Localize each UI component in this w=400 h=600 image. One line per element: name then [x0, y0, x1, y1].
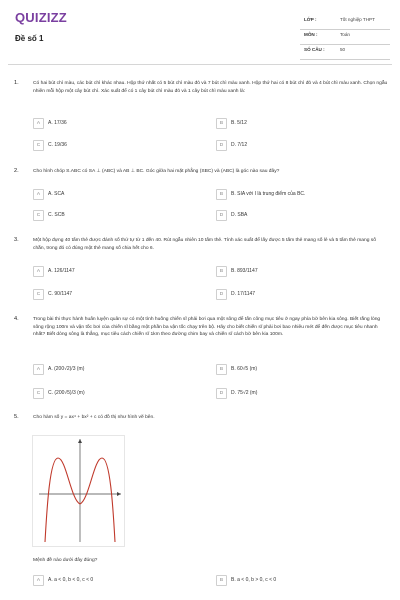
question-text: Cho hàm số y = ax⁴ + bx² + c có đồ thị như hình vẽ bên. — [33, 415, 155, 420]
option-text: D. 75√2 (m) — [231, 390, 258, 396]
option-letter: C — [33, 210, 44, 221]
answer-option-b[interactable] — [216, 575, 366, 586]
answer-option-d[interactable] — [216, 289, 366, 300]
question-footer: Mệnh đề nào dưới đây đúng? — [33, 558, 98, 563]
option-text: A. SCA — [48, 191, 65, 197]
answer-option-c[interactable] — [33, 289, 183, 300]
question-text: Có hai bút chì màu, các bút chì khác nhau. Hộp thứ nhất có 5 bút chì màu đỏ và 7 bút chì màu xanh. Hộp thứ hai có 8 bút chì đỏ và 4 bút chì màu xanh. Chọn ngẫu nhiên mỗi hộp một cây bút chì. Xác suất để có 1 cây bút chì màu đỏ và 1 cây bút chì màu xanh là: — [33, 81, 388, 94]
option-text: C. (200√5)/3 (m) — [48, 390, 85, 396]
option-text: A. 17/36 — [48, 120, 67, 126]
answer-option-a[interactable] — [33, 364, 183, 375]
option-text: B. a < 0, b > 0, c < 0 — [231, 577, 277, 583]
option-letter: A — [33, 118, 44, 129]
answer-option-c[interactable] — [33, 388, 183, 399]
question-number: 5. — [14, 414, 19, 420]
option-letter: D — [216, 140, 227, 151]
answer-option-c[interactable] — [33, 140, 183, 151]
option-letter: A — [33, 364, 44, 375]
quizizz-logo: QUIZIZZ — [15, 10, 67, 25]
answer-option-b[interactable] — [216, 364, 366, 375]
exam-title: Đề số 1 — [15, 34, 44, 43]
answer-option-a[interactable] — [33, 189, 183, 200]
answer-option-c[interactable] — [33, 210, 183, 221]
option-text: B. SIA với I là trung điểm của BC. — [231, 191, 306, 197]
answer-option-a[interactable] — [33, 266, 183, 277]
option-letter: D — [216, 388, 227, 399]
option-letter: D — [216, 210, 227, 221]
question-number: 4. — [14, 316, 19, 322]
option-text: A. a < 0, b < 0, c < 0 — [48, 577, 94, 583]
x-axis-arrow-icon — [117, 492, 121, 496]
option-letter: D — [216, 289, 227, 300]
option-text: A. (200√2)/3 (m) — [48, 366, 85, 372]
answer-option-d[interactable] — [216, 388, 366, 399]
option-letter: B — [216, 266, 227, 277]
option-letter: A — [33, 266, 44, 277]
meta-label: MÔN : — [304, 32, 318, 37]
option-text: B. 5/12 — [231, 120, 247, 126]
meta-value: 50 — [340, 47, 346, 52]
meta-row-class — [300, 14, 390, 30]
option-letter: A — [33, 575, 44, 586]
answer-option-d[interactable] — [216, 210, 366, 221]
answer-option-a[interactable] — [33, 118, 183, 129]
question-number: 3. — [14, 237, 19, 243]
question-number: 1. — [14, 80, 19, 86]
option-text: C. 19/36 — [48, 142, 67, 148]
meta-label: LỚP : — [304, 17, 317, 22]
meta-row-count — [300, 44, 390, 60]
option-text: D. SBA — [231, 212, 248, 218]
option-text: B. 893/1147 — [231, 268, 258, 274]
answer-option-b[interactable] — [216, 189, 366, 200]
meta-value: Tốt nghiệp THPT — [340, 17, 375, 22]
option-letter: C — [33, 289, 44, 300]
question-text: Một hộp đựng 40 tấm thẻ được đánh số thứ tự từ 1 đến 40. Rút ngẫu nhiên 10 tấm thẻ. Tính xác suất để lấy được 5 tấm thẻ mang số lẻ và 5 tấm thẻ mang số chẵn, trong đó có đúng một thẻ mang số chia hết cho 6. — [33, 238, 376, 251]
y-axis-arrow-icon — [78, 439, 82, 443]
meta-label: SỐ CÂU : — [304, 47, 325, 52]
option-text: C. SCB — [48, 212, 65, 218]
question-text: Cho hình chóp S.ABC có SA ⊥ (ABC) và AB ⊥ BC. Góc giữa hai mặt phẳng (SBC) và (ABC) là góc nào sau đây? — [33, 169, 280, 174]
option-text: D. 17/1147 — [231, 291, 256, 297]
option-letter: B — [216, 118, 227, 129]
option-letter: B — [216, 575, 227, 586]
option-letter: B — [216, 189, 227, 200]
answer-option-d[interactable] — [216, 140, 366, 151]
header-divider — [8, 64, 392, 65]
function-graph — [32, 435, 125, 547]
option-text: A. 126/1147 — [48, 268, 75, 274]
option-text: B. 60√5 (m) — [231, 366, 258, 372]
option-letter: C — [33, 140, 44, 151]
option-letter: C — [33, 388, 44, 399]
graph-svg — [33, 436, 124, 546]
option-text: D. 7/12 — [231, 142, 248, 148]
option-text: C. 90/1147 — [48, 291, 73, 297]
answer-option-a[interactable] — [33, 575, 183, 586]
page-header — [0, 0, 400, 62]
answer-option-b[interactable] — [216, 118, 366, 129]
option-letter: B — [216, 364, 227, 375]
meta-row-subject — [300, 29, 390, 45]
meta-value: Toán — [340, 32, 350, 37]
question-number: 2. — [14, 168, 19, 174]
option-letter: A — [33, 189, 44, 200]
question-text: Trong bài thi thực hành huấn luyện quân sự có một tình huống chiến sĩ phải bơi qua một sông để tấn công mục tiêu ở ngay phía bờ bên kia sông. Biết rằng lòng sông rộng 100m và vận tốc bơi của chiến sĩ bằng một phần ba vận tốc chạy trên bộ. Hãy cho biết chiến sĩ phải bơi bao nhiêu mét để đến được mục tiêu nhanh nhất? Biết dòng sông là thẳng, mục tiêu cách chiến sĩ 1km theo đường chim bay và chiến sĩ cách bờ bên kia 100m. — [33, 317, 381, 338]
answer-option-b[interactable] — [216, 266, 366, 277]
